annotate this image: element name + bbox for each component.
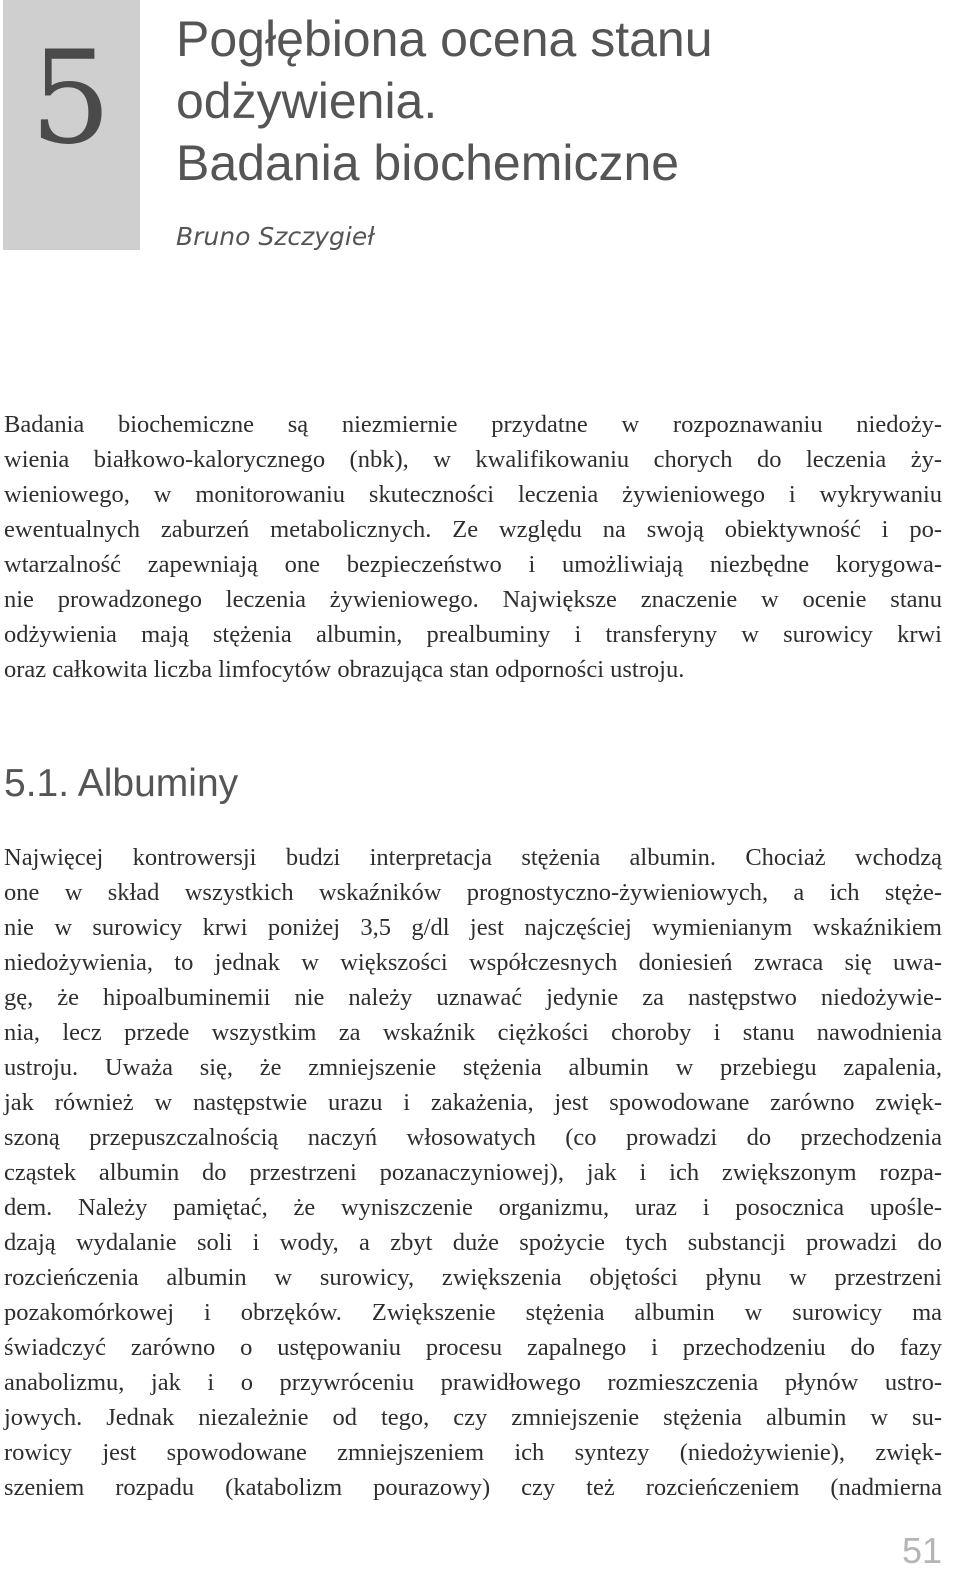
text-line: ewentualnych zaburzeń metabolicznych. Ze względu na swoją obiektywność i po- bbox=[4, 516, 942, 543]
text-line: dem. Należy pamiętać, że wyniszczenie organizmu, uraz i posocznica upośle- bbox=[4, 1194, 942, 1221]
text-line: rowicy jest spowodowane zmniejszeniem ich syntezy (niedożywienie), zwięk- bbox=[4, 1439, 942, 1466]
text-line: gę, że hipoalbuminemii nie należy uznawać jedynie za następstwo niedożywie- bbox=[4, 984, 942, 1011]
text-line: rozcieńczenia albumin w surowicy, zwiększenia objętości płynu w przestrzeni bbox=[4, 1264, 942, 1291]
intro-paragraph bbox=[4, 407, 942, 687]
chapter-title-line: odżywienia. bbox=[176, 73, 438, 129]
text-line: jak również w następstwie urazu i zakażenia, jest spowodowane zarówno zwięk- bbox=[4, 1089, 942, 1116]
text-line: nia, lecz przede wszystkim za wskaźnik ciężkości choroby i stanu nawodnienia bbox=[4, 1019, 942, 1046]
text-line: nie w surowicy krwi poniżej 3,5 g/dl jest najczęściej wymienianym wskaźnikiem bbox=[4, 914, 942, 941]
author-name: Bruno Szczygieł bbox=[176, 222, 375, 251]
page-number: 51 bbox=[901, 1530, 942, 1571]
text-line: jowych. Jednak niezależnie od tego, czy zmniejszenie stężenia albumin w su- bbox=[4, 1404, 942, 1431]
text-line: cząstek albumin do przestrzeni pozanaczyniowej), jak i ich zwiększonym rozpa- bbox=[4, 1159, 942, 1186]
chapter-title bbox=[176, 8, 936, 194]
text-line: odżywienia mają stężenia albumin, prealbuminy i transferyny w surowicy krwi bbox=[4, 621, 942, 648]
text-line: pozakomórkowej i obrzęków. Zwiększenie stężenia albumin w surowicy ma bbox=[4, 1299, 942, 1326]
section-heading: 5.1. Albuminy bbox=[4, 762, 239, 805]
text-line: dzają wydalanie soli i wody, a zbyt duże spożycie tych substancji prowadzi do bbox=[4, 1229, 942, 1256]
section-paragraph bbox=[4, 840, 942, 1505]
text-line: nie prowadzonego leczenia żywieniowego. Największe znaczenie w ocenie stanu bbox=[4, 586, 942, 613]
text-line: wienia białkowo-kalorycznego (nbk), w kwalifikowaniu chorych do leczenia ży- bbox=[4, 446, 942, 473]
text-line: Najwięcej kontrowersji budzi interpretacja stężenia albumin. Chociaż wchodzą bbox=[4, 844, 942, 871]
text-line: one w skład wszystkich wskaźników prognostyczno-żywieniowych, a ich stęże- bbox=[4, 879, 942, 906]
text-line: oraz całkowita liczba limfocytów obrazująca stan odporności ustroju. bbox=[4, 656, 685, 683]
text-line: Badania biochemiczne są niezmiernie przydatne w rozpoznawaniu niedoży- bbox=[4, 411, 942, 438]
text-line: ustroju. Uważa się, że zmniejszenie stężenia albumin w przebiegu zapalenia, bbox=[4, 1054, 942, 1081]
text-line: anabolizmu, jak i o przywróceniu prawidłowego rozmieszczenia płynów ustro- bbox=[4, 1369, 942, 1396]
text-line: niedożywienia, to jednak w większości współczesnych doniesień zwraca się uwa- bbox=[4, 949, 942, 976]
text-line: świadczyć zarówno o ustępowaniu procesu zapalnego i przechodzeniu do fazy bbox=[4, 1334, 942, 1361]
chapter-title-line: Badania biochemiczne bbox=[176, 135, 680, 191]
text-line: wieniowego, w monitorowaniu skuteczności leczenia żywieniowego i wykrywaniu bbox=[4, 481, 942, 508]
text-line: szoną przepuszczalnością naczyń włosowatych (co prowadzi do przechodzenia bbox=[4, 1124, 942, 1151]
chapter-number: 5 bbox=[30, 24, 112, 173]
chapter-title-line: Pogłębiona ocena stanu bbox=[176, 11, 713, 67]
text-line: szeniem rozpadu (katabolizm pourazowy) czy też rozcieńczeniem (nadmierna bbox=[4, 1474, 942, 1501]
chapter-number-box bbox=[3, 0, 140, 250]
text-line: wtarzalność zapewniają one bezpieczeństwo i umożliwiają niezbędne korygowa- bbox=[4, 551, 942, 578]
